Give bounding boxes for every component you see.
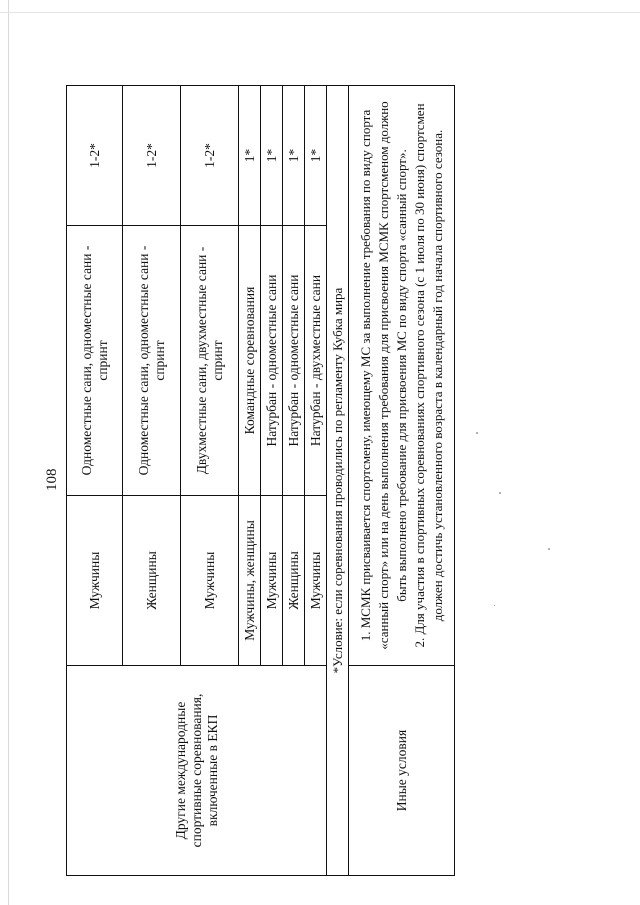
gender-cell: Мужчины — [305, 496, 327, 666]
other-conditions-label: Иные условия — [349, 666, 455, 876]
value-cell: 1* — [305, 86, 327, 226]
table-row — [67, 86, 123, 876]
condition-item: 1. МСМК присваивается спортсмену, имеющему МС за выполнение требования по виду спорта «санный спорт» или на день выполнения требования для присвоения МСМК спортсменом должно быть выполнено требование для присвоения МС по виду спорта «санный спорт». — [357, 101, 409, 650]
discipline-cell: Командные соревнования — [239, 226, 261, 496]
gender-cell: Мужчины — [67, 496, 123, 666]
value-cell: 1* — [261, 86, 283, 226]
gender-cell: Женщины — [123, 496, 181, 666]
scan-speck — [548, 548, 550, 550]
discipline-cell: Двухместные сани, двухместные сани - спринт — [181, 226, 239, 496]
page-number: 108 — [44, 468, 60, 491]
scan-edge — [8, 0, 9, 905]
discipline-cell: Натурбан - одноместные сани — [283, 226, 305, 496]
value-cell: 1* — [283, 86, 305, 226]
other-conditions-text — [349, 86, 455, 666]
scan-speck — [494, 605, 495, 606]
value-cell: 1-2* — [67, 86, 123, 226]
gender-cell: Женщины — [283, 496, 305, 666]
footnote: *Условие: если соревнования проводились по регламенту Кубка мира — [327, 86, 349, 876]
value-cell: 1-2* — [181, 86, 239, 226]
gender-cell: Мужчины — [181, 496, 239, 666]
scan-speck — [476, 432, 478, 434]
category-cell: Другие международные спортивные соревнования, включенные в ЕКП — [67, 666, 327, 876]
note-row — [327, 86, 349, 876]
value-cell: 1* — [239, 86, 261, 226]
discipline-cell: Натурбан - одноместные сани — [261, 226, 283, 496]
condition-item: 2. Для участия в спортивных соревнованиях спортивного сезона (с 1 июля по 30 июня) спортсмен должен достичь установленного возраста в календарный год начала спортивного сезона. — [411, 103, 445, 648]
other-conditions-row — [349, 86, 455, 876]
gender-cell: Мужчины — [261, 496, 283, 666]
discipline-cell: Одноместные сани, одноместные сани - спринт — [67, 226, 123, 496]
requirements-table — [66, 85, 455, 876]
scan-speck — [499, 492, 501, 494]
rotated-page — [44, 86, 445, 876]
gender-cell: Мужчины, женщины — [239, 496, 261, 666]
value-cell: 1-2* — [123, 86, 181, 226]
discipline-cell: Одноместные сани, одноместные сани - спринт — [123, 226, 181, 496]
scan-edge — [0, 12, 640, 13]
discipline-cell: Натурбан - двухместные сани — [305, 226, 327, 496]
